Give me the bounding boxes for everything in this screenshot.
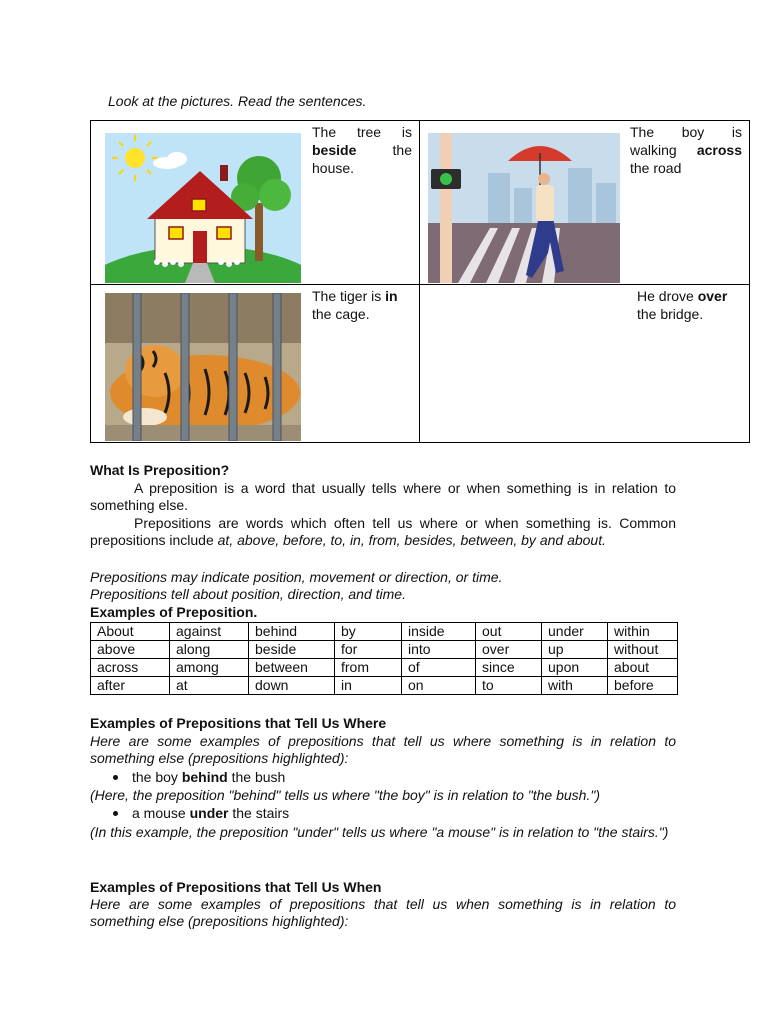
table-cell: at [170,677,249,695]
table-row [91,623,678,641]
table-cell: between [249,659,335,677]
section-heading-examples: Examples of Preposition. [90,604,258,620]
table-cell: along [170,641,249,659]
common-prepositions-text: Prepositions are words which often tell us where or when something is. Common prepositions include [90,515,676,548]
sentence-in-post: the cage. [312,306,370,322]
table-cell: by [335,623,402,641]
bullet-icon [113,775,118,780]
table-cell: over [476,641,542,659]
example-preposition: behind [181,769,228,785]
table-cell: About [91,623,170,641]
preposition-over: over [697,288,728,304]
table-cell: in [335,677,402,695]
table-cell: about [608,659,678,677]
bullet-icon [113,811,118,816]
table-row [91,659,678,677]
table-cell: for [335,641,402,659]
where-note-1: (Here, the preposition "behind" tells us where "the boy" is in relation to "the bush.") [90,787,600,803]
table-cell: against [170,623,249,641]
definition-paragraph: A preposition is a word that usually tells where or when something is in relation to something else. [90,480,676,513]
picture-cell-across [420,121,750,285]
sentence-across-pre: The boy is walking [630,124,742,158]
italic-note-2: Prepositions tell about position, direction, and time. [90,586,406,602]
when-intro: Here are some examples of prepositions that tell us when something is in relation to something else (prepositions highlighted): [90,896,676,929]
table-cell: beside [249,641,335,659]
table-row [91,641,678,659]
example-text: a mouse [132,805,190,821]
where-intro: Here are some examples of prepositions that tell us where something is in relation to something else (prepositions highlighted): [90,733,676,766]
instruction-text: Look at the pictures. Read the sentences. [108,93,367,109]
sentence-in-pre: The tiger is [312,288,386,304]
table-cell: since [476,659,542,677]
table-cell: under [542,623,608,641]
section-heading-where: Examples of Prepositions that Tell Us Where [90,715,387,731]
sentence-across-post: the road [630,160,682,176]
table-row [91,677,678,695]
sentence-over-post: the bridge. [637,306,704,322]
where-example-2 [113,805,289,822]
preposition-in: in [385,288,398,304]
picture-cell-in [91,285,420,443]
table-cell: into [402,641,476,659]
table-cell: before [608,677,678,695]
where-example-1 [113,769,285,786]
italic-note-1: Prepositions may indicate position, movement or direction, or time. [90,569,503,585]
table-cell: to [476,677,542,695]
house-tree-illustration [105,133,301,283]
table-cell: without [608,641,678,659]
table-cell: upon [542,659,608,677]
sentence-beside-pre: The tree is [312,124,412,140]
preposition-across: across [696,142,742,158]
table-cell: of [402,659,476,677]
example-preposition: under [189,805,229,821]
table-cell: up [542,641,608,659]
table-cell: inside [402,623,476,641]
picture-cell-over [420,285,750,443]
sentence-over-pre: He drove [637,288,698,304]
picture-table [90,120,750,443]
preposition-beside: beside [312,142,357,158]
section-heading-when: Examples of Prepositions that Tell Us When [90,879,382,895]
common-prepositions-paragraph [90,515,676,549]
picture-cell-beside [91,121,420,285]
table-cell: with [542,677,608,695]
sentence-beside-post: the house. [312,142,412,176]
table-cell: within [608,623,678,641]
common-prepositions-list: at, above, before, to, in, from, besides, between, by and about. [217,532,606,548]
where-note-2: (In this example, the preposition "under" tells us where "a mouse" is in relation to "the stairs.") [90,824,669,840]
table-cell: behind [249,623,335,641]
table-cell: down [249,677,335,695]
example-text: the stairs [228,805,290,821]
prepositions-table [90,622,678,695]
table-cell: from [335,659,402,677]
table-cell: after [91,677,170,695]
table-cell: across [91,659,170,677]
boy-crossing-road-illustration [428,133,620,283]
section-heading-what-is: What Is Preposition? [90,462,230,478]
table-cell: on [402,677,476,695]
tiger-in-cage-illustration [105,293,301,441]
example-text: the bush [227,769,286,785]
table-cell: out [476,623,542,641]
table-cell: above [91,641,170,659]
example-text: the boy [132,769,182,785]
table-cell: among [170,659,249,677]
